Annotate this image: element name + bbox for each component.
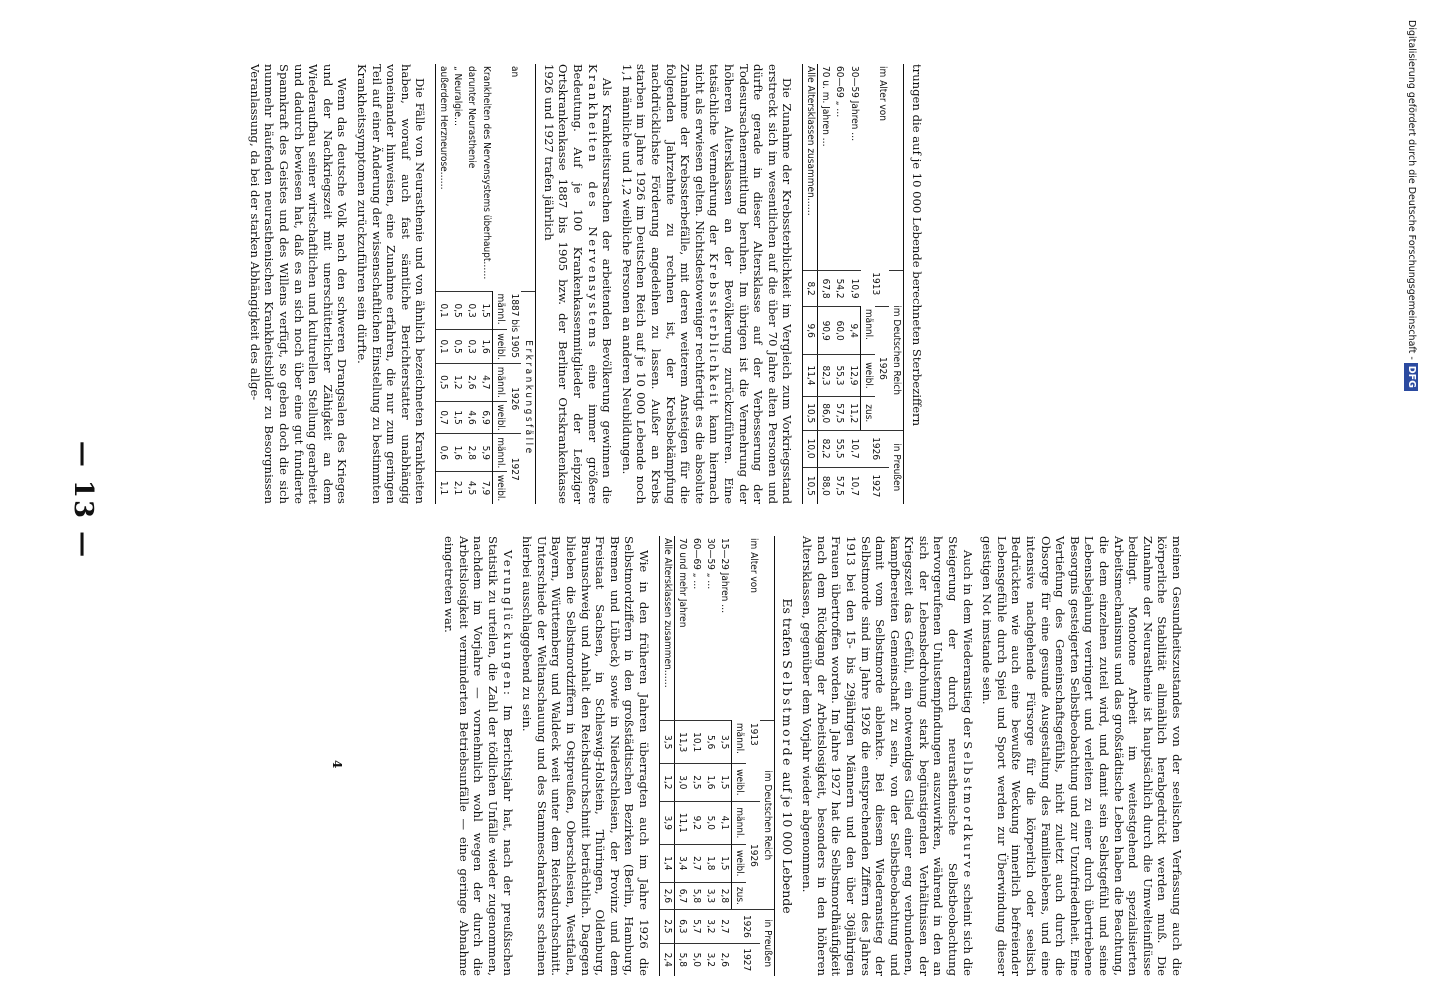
paragraph-regional: Wie in den früheren Jahren überragten auch im Jahre 1926 die Selbstmordziffern in den großstädtischen Bezirken (Berlin, Hamburg, Bremen und Lübeck) sowie in Niederschlesien, der Provinz und dem Freistaat Sachsen, in Schleswig-Holstein, Thüringen, Oldenburg, Braunschweig und Anhalt den Reichsdurchschnitt beträchtlich. Dagegen blieben die Selbstmordziffern in Ostpreußen, Oberschlesien, Westfalen, Bayern, Württemberg und Waldeck weit unter dem Reichsdurchschnitt. Unterschiede der Weltanschauung und des Stammescharakters scheinen hierbei ausschlaggebend zu sein. xyxy=(520,536,651,976)
table-row xyxy=(478,64,493,504)
cell: 57,5 xyxy=(832,467,846,504)
cell: 10,7 xyxy=(846,467,861,504)
row-label: 30—59 „ … xyxy=(704,538,716,590)
col-head-preussen: in Preußen xyxy=(889,430,904,504)
cell: 0,6 xyxy=(436,434,451,472)
cell: 2,8 xyxy=(464,434,478,472)
table-total-row xyxy=(659,536,674,976)
cell: 1,5 xyxy=(450,401,464,434)
cell: 3,5 xyxy=(717,721,732,764)
cell: 1,4 xyxy=(659,844,674,882)
caption-text: auf je 10 000 Lebende xyxy=(779,772,795,914)
col-head-1913: 1913 xyxy=(870,272,882,296)
cell: 2,6 xyxy=(464,363,478,401)
cell: 5,7 xyxy=(689,910,703,943)
col-head-period2: 1926 xyxy=(507,363,521,434)
cell: 5,0 xyxy=(703,801,717,844)
row-label: 60—69 „ … xyxy=(834,66,846,118)
cell: 55,3 xyxy=(832,354,846,396)
cell: 4,7 xyxy=(478,363,493,401)
row-label: 30—59 Jahren … xyxy=(848,66,860,142)
paragraph-text: Als Krankheitsursachen der arbeitenden Bevölkerung gewinnen die xyxy=(600,78,615,504)
col-head-weibl: weibl. xyxy=(493,330,508,364)
paragraph-text: Die Zunahme der Krebssterblichkeit im Vergleich zum Vorkriegsstand erstreckt sich im wesentlichen auf die über 70 Jahre alten Personen und dürfte gerade in dieser Altersklasse auf der Verbesserung der Todesursachenermittlung beruhen. Im übrigen ist die Vermehrung der höheren Altersklassen an der Bevölkerung zurückzuführen. Eine tatsächliche Vermehrung der xyxy=(707,64,795,504)
paragraph-suicide xyxy=(800,536,975,976)
row-label: außerdem Herzneurose…… xyxy=(436,64,451,292)
col-head-zus: zus. xyxy=(731,882,746,910)
cell: 0,5 xyxy=(450,292,464,330)
cell: 8,2 xyxy=(803,270,818,307)
cell: 0,5 xyxy=(450,330,464,364)
row-label: Alle Altersklassen zusammen…… xyxy=(659,536,674,721)
col-head-weibl: weibl. xyxy=(493,401,508,434)
cell: 10,7 xyxy=(846,430,861,467)
cancer-mortality-table xyxy=(802,64,904,504)
caption-text: Es trafen xyxy=(779,598,795,657)
cell: 10,1 xyxy=(689,721,703,764)
col-head-weibl: weibl. xyxy=(731,844,746,882)
paragraph-cancer xyxy=(619,64,794,504)
page-number: — 13 — xyxy=(68,440,98,560)
cell: 3,3 xyxy=(703,882,717,910)
row-label: 70 u. m. Jahren … xyxy=(820,66,832,147)
row-label: 15—29 Jahren … xyxy=(719,538,731,614)
cell: 0,1 xyxy=(436,292,451,330)
cell: 3,2 xyxy=(703,943,717,976)
table-row xyxy=(450,64,464,504)
cell: 1,6 xyxy=(450,434,464,472)
left-column xyxy=(84,64,924,504)
table-row xyxy=(717,536,732,976)
table-row xyxy=(832,64,846,504)
spaced-term: Verunglückungen: xyxy=(500,550,515,698)
col-head-period1: 1887 bis 1905 xyxy=(509,293,521,358)
cell: 10,9 xyxy=(846,270,861,307)
cell: 55,5 xyxy=(832,430,846,467)
col-head-1926-pr: 1926 xyxy=(731,910,760,943)
cell: 5,0 xyxy=(689,943,703,976)
paragraph-postwar: Wenn das deutsche Volk nach den schweren Drangsalen des Krieges und der Nachkriegszeit mit unerschütterlicher Zähigkeit an dem Wiederaufbau seiner wirtschaftlichen und kulturellen Stellung gearbeitet und dadurch bewiesen hat, daß es an sich noch über eine gut fundierte Spannkraft des Geistes und des Willens verfügt, so geben doch die sich nunmehr häufenden neurasthenischen Krankheitsbilder zu Besorgnissen Veranlassung, da bei der starken Abhängigkeit des allge- xyxy=(247,64,350,504)
cell: 0,3 xyxy=(464,292,478,330)
col-head-weibl: weibl. xyxy=(861,354,876,396)
col-head-1913: 1913 xyxy=(747,722,759,746)
paragraph-text: Auch in dem Wiederanstieg der xyxy=(960,550,975,738)
col-head-an: an xyxy=(493,64,536,292)
cell: 9,2 xyxy=(689,801,703,844)
paragraph-text: scheint sich die Steigerung der durch neurasthenische Selbstbeobachtung hervorgerufenen Unlustempfindungen auszuwirken, während in den an sich der Lebensbedrohung stark begünstigenden Verhältnissen der Kriegszeit das Gefühl, ein notwendiges Glied einer eng verbundenen, kampfbereiten Gemeinschaft zu sein, von der Selbstbeobachtung und damit vom Selbstmorde ablenkte. Bei diesem Wiederanstieg der Selbstmorde sind im Jahre 1926 die entsprechenden Ziffern des Jahres 1913 bei den 15- bis 29jährigen Männern und den über 30jährigen Frauen übertroffen worden. Im Jahre 1927 hat die Selbstmordhäufigkeit nach dem Rückgang der Arbeitslosigkeit, besonders in den höheren Altersklassen, gegenüber dem Vorjahr wieder abgenommen. xyxy=(800,536,975,977)
cell: 10,5 xyxy=(803,467,818,504)
table-caption xyxy=(779,536,794,976)
col-head-period3: 1927 xyxy=(507,434,521,504)
signature-mark: 4 xyxy=(330,760,344,769)
cell: 12,9 xyxy=(846,354,861,396)
table-row xyxy=(464,64,478,504)
col-head-1926: 1926 xyxy=(875,307,889,430)
col-head-zus: zus. xyxy=(861,397,876,430)
cell: 82,3 xyxy=(818,354,833,396)
col-head-maennl: männl. xyxy=(861,307,876,355)
cell: 5,8 xyxy=(689,882,703,910)
cell: 88,0 xyxy=(818,467,833,504)
digitization-credit xyxy=(1404,20,1418,980)
col-head-1926-pr: 1926 xyxy=(861,430,890,467)
row-label: Krankheiten des Nervensystems überhaupt…… xyxy=(480,66,492,280)
cell: 1,5 xyxy=(717,844,732,882)
cell: 4,6 xyxy=(464,401,478,434)
paragraph-neurasthenia: Die Fälle von Neurasthenie und von ähnlich bezeichneten Krankheiten haben, worauf auch fast sämtliche Berichterstatter unabhängig voneinander hinweisen, eine Zunahme erfahren, die nur zum geringen Teil auf einer Änderung der wissenschaftlichen Einstellung zu bestimmten Krankheitssymptomen zurückzuführen sein dürfte. xyxy=(354,64,428,504)
cell: 5,9 xyxy=(478,434,493,472)
cell: 6,9 xyxy=(478,401,493,434)
col-head-1926: 1926 xyxy=(746,801,760,909)
cell: 3,5 xyxy=(659,721,674,764)
table-row xyxy=(689,536,703,976)
cell: 3,9 xyxy=(659,801,674,844)
paragraph-text: Im Berichtsjahr hat, nach der preußischen Statistik zu urteilen, die Zahl der tödlichen Unfälle wieder zugenommen, nachdem im Vorjahre — vornehmlich wohl wegen der durch die Arbeitslosigkeit verminderten Betriebsunfälle — eine geringe Abnahme eingetreten war. xyxy=(442,536,515,976)
cell: 2,4 xyxy=(659,943,674,976)
col-head-maennl: männl. xyxy=(493,292,508,330)
row-label: 70 und mehr Jahren xyxy=(676,538,688,628)
cell: 2,5 xyxy=(659,910,674,943)
cell: 3,2 xyxy=(703,910,717,943)
col-head-weibl: weibl. xyxy=(731,764,746,802)
cell: 54,2 xyxy=(832,270,846,307)
col-head-maennl: männl. xyxy=(493,363,508,401)
col-head-age: im Alter von xyxy=(731,536,774,721)
spaced-term: Krebssterblichkeit xyxy=(707,253,722,407)
cell: 9,4 xyxy=(846,307,861,355)
cell: 11,3 xyxy=(674,721,689,764)
table-row xyxy=(703,536,717,976)
col-head-reich: im Deutschen Reich xyxy=(889,270,904,430)
cell: 57,5 xyxy=(832,397,846,430)
table-row xyxy=(436,64,451,504)
spaced-term: Selbstmorde xyxy=(779,660,795,769)
col-head-age: im Alter von xyxy=(861,64,904,270)
credit-text: Digitalisierung gefördert durch die Deutsche Forschungsgemeinschaft - xyxy=(1406,20,1417,360)
row-label: „ Neuralgie… xyxy=(452,66,464,126)
row-label: 60—69 „ … xyxy=(690,538,702,590)
cell: 1,6 xyxy=(703,764,717,802)
cell: 1,1 xyxy=(436,472,451,504)
cell: 67,8 xyxy=(818,270,833,307)
cell: 60,0 xyxy=(832,307,846,355)
cell: 2,8 xyxy=(717,882,732,910)
cell: 4,5 xyxy=(464,472,478,504)
paragraph-text: kann hiernach nicht als erwiesen gelten. Nichtsdestoweniger rechtfertigt es die absolute Zunahme der Krebssterbefälle, mit deren weiterem Ansteigen für die folgenden Jahrzehnte zu rechnen ist, der Krebsbekämpfung nachdrücklichste Förderung angedeihen zu lassen. Außer an Krebs starben im Jahre 1926 im Deutschen Reich auf je 10 000 Lebende noch 1,1 männliche und 1,2 weibliche Personen an anderen Neubildungen. xyxy=(619,64,722,505)
cell: 0,3 xyxy=(464,330,478,364)
illness-cases-table xyxy=(435,64,536,504)
col-head-1927-pr: 1927 xyxy=(861,467,890,504)
cell: 2,5 xyxy=(689,764,703,802)
row-label: darunter Neurasthenie xyxy=(466,66,478,169)
cell: 11,1 xyxy=(674,801,689,844)
spaced-term: Krankheiten des Nervensystems xyxy=(585,64,600,350)
paragraph-accidents xyxy=(442,536,515,976)
cell: 0,1 xyxy=(436,330,451,364)
right-column xyxy=(84,536,1184,976)
cell: 5,8 xyxy=(674,943,689,976)
col-head-maennl: männl. xyxy=(493,434,508,472)
paragraph-text: eine immer größere Bedeutung. Auf je 100 Krankenkassenmitglieder der Leipziger Ortskrankenkasse 1887 bis 1905 bzw. der Berliner Ortskrankenkasse 1926 und 1927 trafen jährlich xyxy=(541,64,600,504)
cell: 11,2 xyxy=(846,397,861,430)
cell: 1,8 xyxy=(703,844,717,882)
table-row xyxy=(674,536,689,976)
cell: 10,0 xyxy=(803,430,818,467)
row-label: Alle Altersklassen zusammen…… xyxy=(803,64,818,270)
cell: 11,4 xyxy=(803,354,818,396)
col-head-reich: im Deutschen Reich xyxy=(760,721,775,910)
col-head-group: Erkrankungsfälle xyxy=(521,292,536,504)
cell: 1,2 xyxy=(450,363,464,401)
cell: 2,7 xyxy=(689,844,703,882)
cell: 2,7 xyxy=(717,910,732,943)
col-head-1927-pr: 1927 xyxy=(731,943,760,976)
cell: 10,5 xyxy=(803,397,818,430)
cell: 0,7 xyxy=(436,401,451,434)
spaced-term: Selbstmordkurve xyxy=(960,741,975,880)
table-row xyxy=(818,64,833,504)
cell: 1,6 xyxy=(478,330,493,364)
col-head-weibl: weibl. xyxy=(493,472,508,504)
col-head-preussen: in Preußen xyxy=(760,910,775,976)
table-total-row xyxy=(803,64,818,504)
cell: 7,9 xyxy=(478,472,493,504)
cell: 2,6 xyxy=(717,943,732,976)
table-row xyxy=(846,64,861,504)
cell: 6,3 xyxy=(674,910,689,943)
cell: 2,1 xyxy=(450,472,464,504)
cell: 3,0 xyxy=(674,764,689,802)
paragraph-nervous xyxy=(541,64,614,504)
cell: 86,0 xyxy=(818,397,833,430)
cell: 90,9 xyxy=(818,307,833,355)
cell: 9,6 xyxy=(803,307,818,355)
cell: 0,5 xyxy=(436,363,451,401)
cell: 82,2 xyxy=(818,430,833,467)
cell: 5,6 xyxy=(703,721,717,764)
cell: 6,7 xyxy=(674,882,689,910)
suicide-table xyxy=(659,536,775,976)
paragraph-continued: meinen Gesundheitszustandes von der seelischen Verfassung auch die körperliche Stabilität allmählich herabgedrückt werden muß. Die Zunahme der Neurasthenie ist hauptsächlich durch die Umwelteinflüsse bedingt. Monotone Arbeit im weitestgehend spezialisierten Arbeitsmechanismus und das großstädtische Leben haben die Beachtung, die dem einzelnen zuteil wird, und damit sein Selbstgefühl und seine Lebensbejahung verringert und verleiten zu einer durch übertriebene Besorgnis gesteigerten Selbstbeobachtung und zur Unzufriedenheit. Eine Vertiefung des Gemeinschaftsgefühls, nicht zuletzt auch durch die Obsorge für eine gesunde Ausgestaltung des Familienlebens, und eine intensive nachgehende Fürsorge für die körperlich oder seelisch Bedrückten wie auch eine bewußte Weckung innerlich befreiender Lebensgefühle durch Spiel und Sport werden zur Überwindung dieser geistigen Not imstande sein. xyxy=(980,536,1184,976)
col-head-maennl: männl. xyxy=(731,801,746,844)
cell: 1,5 xyxy=(478,292,493,330)
cell: 1,2 xyxy=(659,764,674,802)
cell: 1,5 xyxy=(717,764,732,802)
cell: 4,1 xyxy=(717,801,732,844)
intro-text: trungen die auf je 10 000 Lebende berechneten Sterbeziffern xyxy=(910,64,924,427)
dfg-logo: DFG xyxy=(1404,363,1418,391)
cell: 3,4 xyxy=(674,844,689,882)
col-head-maennl: männl. xyxy=(731,721,746,764)
cell: 2,6 xyxy=(659,882,674,910)
